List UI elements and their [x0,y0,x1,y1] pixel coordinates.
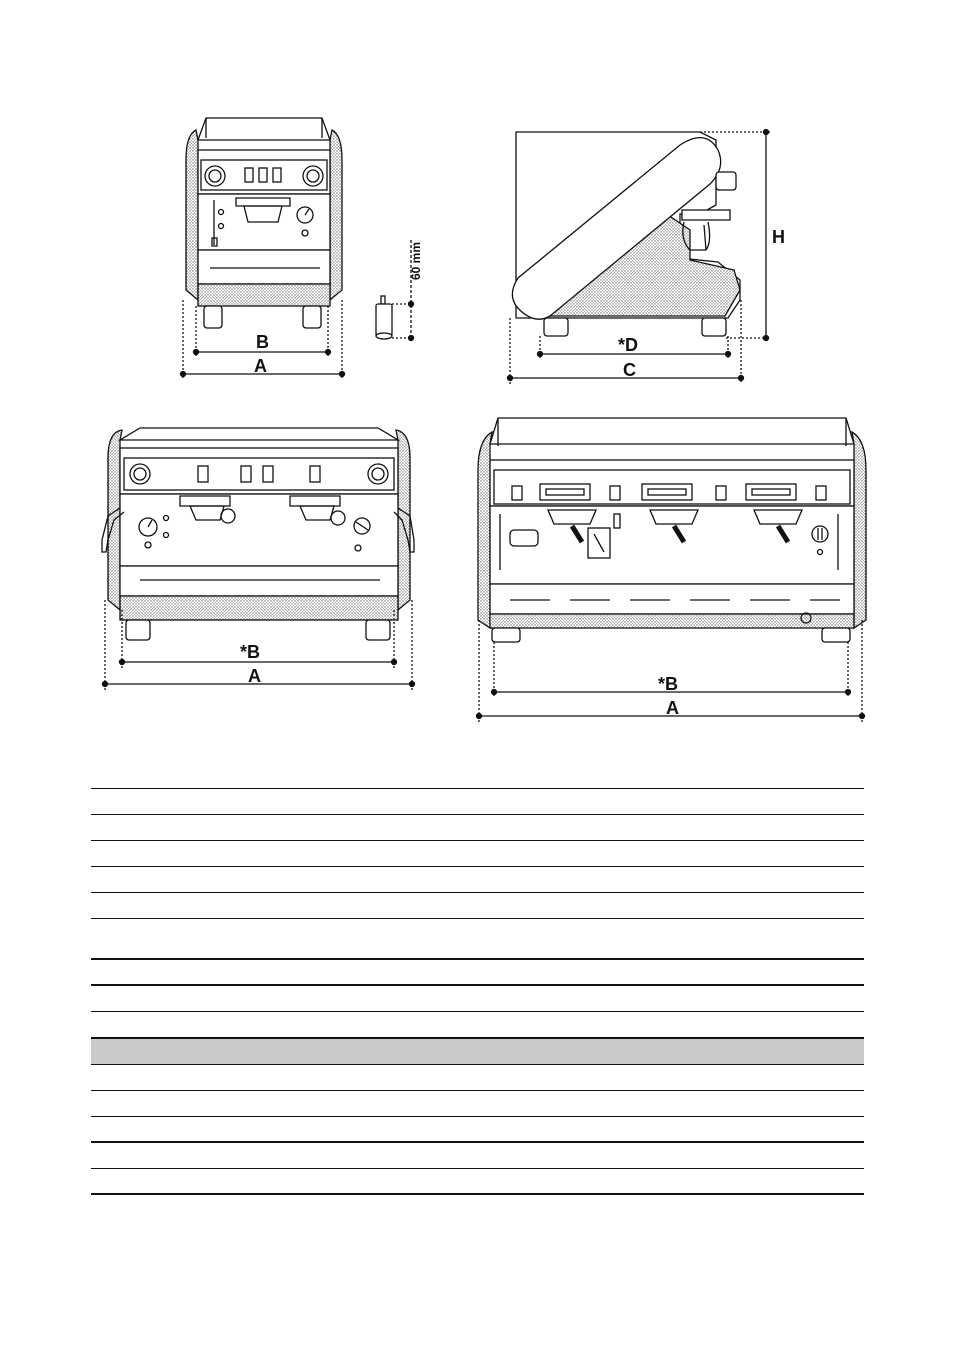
two-group-feet-label: *B [240,642,261,662]
table-row [91,959,864,986]
three-group-feet-label: *B [658,674,679,694]
table-row [91,1011,864,1038]
table-row [91,1143,864,1169]
table-row [91,814,864,841]
two-group-width-label: A [248,666,261,686]
side-view [508,130,771,385]
table-row [91,788,864,815]
side-feet-label: *D [618,335,639,355]
three-group-width-label: A [666,698,679,718]
foot-height-label: 60 mm [409,241,423,280]
side-height-label: H [772,227,785,247]
table-row [91,985,864,1012]
table-row [91,1090,864,1117]
table-row-shaded [91,1038,864,1065]
single-group-feet-label: B [256,332,269,352]
single-group-width-label: A [254,356,267,376]
table-row [91,918,864,960]
table-row [91,1064,864,1091]
table-row [91,840,864,867]
table-row [91,1168,864,1195]
table-row [91,1116,864,1143]
table-row [91,866,864,893]
table-row [91,892,864,919]
side-depth-label: C [623,360,636,380]
